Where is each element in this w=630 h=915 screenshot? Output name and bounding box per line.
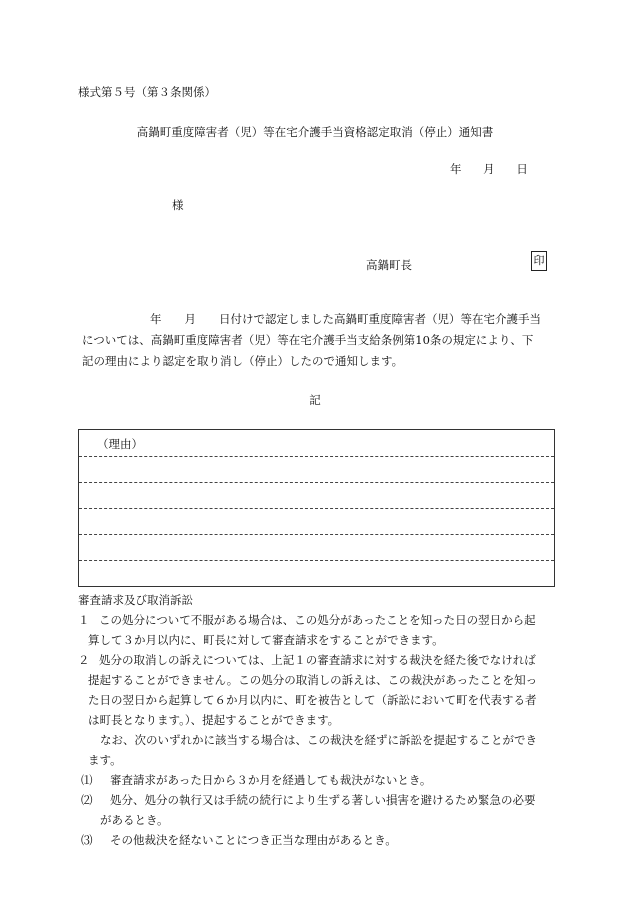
body-line-2: については、高鍋町重度障害者（児）等在宅介護手当支給条例第10条の規定により、下	[82, 333, 534, 347]
note-text: なお、次のいずれかに該当する場合は、この裁決を経ずに訴訟を提起することができ	[100, 733, 537, 747]
sub-text: 審査請求があった日から３か月を経過しても裁決がないとき。	[110, 773, 432, 787]
sub-number: ⑴	[81, 773, 93, 787]
reason-box	[78, 429, 555, 587]
seal-stamp: 印	[531, 251, 547, 271]
body-line-3: 記の理由により認定を取り消し（停止）したので通知します。	[82, 354, 404, 368]
reason-line	[79, 560, 554, 561]
body-line-1: 年 月 日付けで認定しました高鍋町重度障害者（児）等在宅介護手当	[150, 312, 541, 326]
reason-label: （理由）	[97, 437, 143, 451]
appeal-item-1	[78, 610, 558, 630]
date-month: 月	[483, 162, 495, 176]
appeal-section	[78, 590, 558, 850]
appeal-item-2	[78, 650, 558, 670]
date-line	[450, 161, 546, 177]
recipient-suffix: 様	[172, 198, 184, 212]
reason-line	[79, 508, 554, 509]
date-year: 年	[450, 162, 462, 176]
sub-number: ⑶	[81, 833, 93, 847]
note-text-cont: ます。	[88, 753, 122, 767]
item-number: ２	[78, 653, 90, 667]
reason-line	[79, 534, 554, 535]
issuer-name: 高鍋町長	[366, 258, 412, 272]
notice-body	[82, 309, 552, 372]
item-text-cont: 算して３か月以内に、町長に対して審査請求をすることができます。	[88, 633, 444, 647]
sub-number: ⑵	[81, 793, 93, 807]
item-text-cont: は町長となります。）、提起することができます。	[88, 713, 340, 727]
sub-text-cont: があるとき。	[100, 813, 169, 827]
date-day: 日	[516, 162, 528, 176]
sub-text: その他裁決を経ないことにつき正当な理由があるとき。	[110, 833, 397, 847]
sub-item-2	[78, 790, 558, 810]
sub-text: 処分、処分の執行又は手続の続行により生ずる著しい損害を避けるため緊急の必要	[110, 793, 536, 807]
sub-item-1	[78, 770, 558, 790]
item-number: １	[78, 613, 90, 627]
item-text: 処分の取消しの訴えについては、上記１の審査請求に対する裁決を経た後でなければ	[99, 653, 536, 667]
item-text: この処分について不服がある場合は、この処分があったことを知った日の翌日から起	[99, 613, 536, 627]
reason-line	[79, 482, 554, 483]
item-text-cont: た日の翌日から起算して６か月以内に、町を被告として（訴訟において町を代表する者	[88, 693, 537, 707]
sub-item-3	[78, 830, 558, 850]
item-text-cont: 提起することができません。この処分の取消しの訴えは、この裁決があったことを知っ	[88, 673, 538, 687]
reason-line	[79, 456, 554, 457]
document-title: 高鍋町重度障害者（児）等在宅介護手当資格認定取消（停止）通知書	[136, 125, 494, 139]
form-number: 様式第５号（第３条関係）	[78, 85, 216, 99]
appeal-heading: 審査請求及び取消訴訟	[78, 593, 193, 607]
ki-heading: 記	[309, 393, 321, 407]
